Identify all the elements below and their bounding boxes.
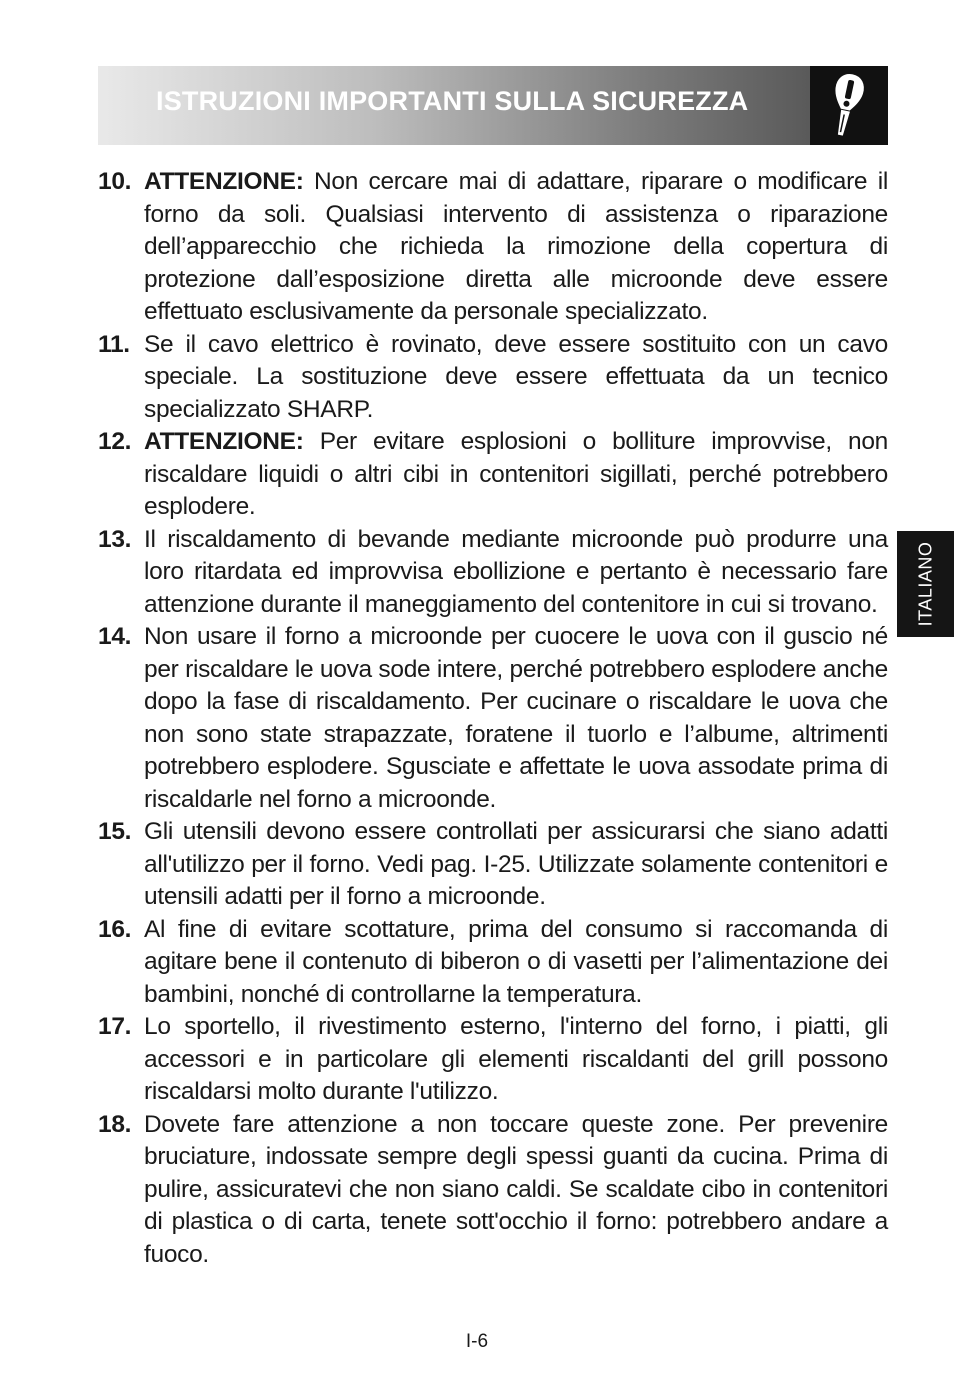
safety-instructions-list: [98, 166, 888, 1271]
language-label: ITALIANO: [915, 541, 935, 627]
item-number: 16.: [98, 915, 132, 943]
item-body: Dovete fare attenzione a non toccare queste zone. Per prevenire bruciature, indossate sempre degli spessi guanti da cucina. Prima di pulire, assicuratevi che non siano caldi. Se scaldate cibo in contenitori di plastica o di carta, tenete sott'occhio il forno: potrebbero andare a fuoco.: [144, 1110, 888, 1268]
item-text: [144, 166, 888, 329]
item-body: Lo sportello, il rivestimento esterno, l'interno del forno, i piatti, gli accessori e in particolare gli elementi riscaldanti del grill possono riscaldarsi molto durante l'utilizzo.: [144, 1013, 888, 1105]
item-number: 18.: [98, 1110, 132, 1138]
item-text: [144, 426, 888, 524]
item-text: [144, 329, 888, 427]
page-number: I-6: [465, 1331, 489, 1352]
list-item: [98, 621, 888, 816]
item-text: [144, 1109, 888, 1272]
list-item: [98, 329, 888, 427]
language-tab: [897, 531, 954, 637]
item-number: 12.: [98, 428, 132, 455]
item-number: 13.: [98, 525, 132, 553]
warning-badge: [810, 66, 888, 145]
item-number: 15.: [98, 818, 132, 845]
item-number: 17.: [98, 1013, 132, 1040]
list-item: [98, 816, 888, 914]
item-body: Non usare il forno a microonde per cuocere le uova con il guscio né per riscaldare le uova sode intere, perché potrebbero esplodere anche dopo la fase di riscaldamento. Per cucinare o riscaldare le uova che non sono state strapazzate, foratene il tuorlo e l’albume, altrimenti potrebbero esplodere. Sgusciate e affettate le uova assodate prima di riscaldarle nel forno a microonde.: [144, 623, 888, 813]
list-item: [98, 1011, 888, 1109]
list-item: [98, 426, 888, 524]
item-text: [144, 1011, 888, 1109]
item-body: Al fine di evitare scottature, prima del consumo si raccomanda di agitare bene il contenuto di biberon o di vasetti per l’alimentazione dei bambini, nonché di controllarne la temperatura.: [144, 915, 888, 1008]
list-item: [98, 166, 888, 329]
item-body: Gli utensili devono essere controllati per assicurarsi che siano adatti all'utilizzo per il forno. Vedi pag. I-25. Utilizzate solamente contenitori e utensili adatti per il forno a microonde.: [144, 818, 888, 910]
item-body: Non cercare mai di adattare, riparare o modificare il forno da soli. Qualsiasi intervento di assistenza o riparazione dell’apparecchio che richieda la rimozione della copertura di protezione dall’esposizione diretta alle microonde deve essere effettuato esclusivamente da personale specializzato.: [144, 168, 888, 325]
item-text: [144, 816, 888, 914]
item-number: 11.: [98, 330, 130, 358]
list-item: [98, 524, 888, 622]
item-number: 14.: [98, 623, 132, 650]
item-body: Se il cavo elettrico è rovinato, deve essere sostituito con un cavo speciale. La sostituzione deve essere effettuata da un tecnico specializzato SHARP.: [144, 330, 888, 423]
list-item: [98, 1109, 888, 1272]
item-text: [144, 621, 888, 816]
section-title: ISTRUZIONI IMPORTANTI SULLA SICUREZZA: [156, 86, 749, 116]
item-body: Per evitare esplosioni o bolliture improvvise, non riscaldare liquidi o altri cibi in contenitori sigillati, perché potrebbero esplodere.: [144, 428, 888, 520]
list-item: [98, 914, 888, 1012]
item-text: [144, 524, 888, 622]
section-header: [98, 66, 888, 145]
item-number: 10.: [98, 168, 132, 195]
item-warning-label: ATTENZIONE:: [144, 168, 304, 195]
item-body: Il riscaldamento di bevande mediante microonde può produrre una loro ritardata ed improvvisa ebollizione e pertanto è necessario fare attenzione durante il maneggiamento del contenitore in cui si trovano.: [144, 525, 888, 618]
exclamation-pen-icon: [828, 70, 870, 142]
item-text: [144, 914, 888, 1012]
item-warning-label: ATTENZIONE:: [144, 428, 304, 455]
